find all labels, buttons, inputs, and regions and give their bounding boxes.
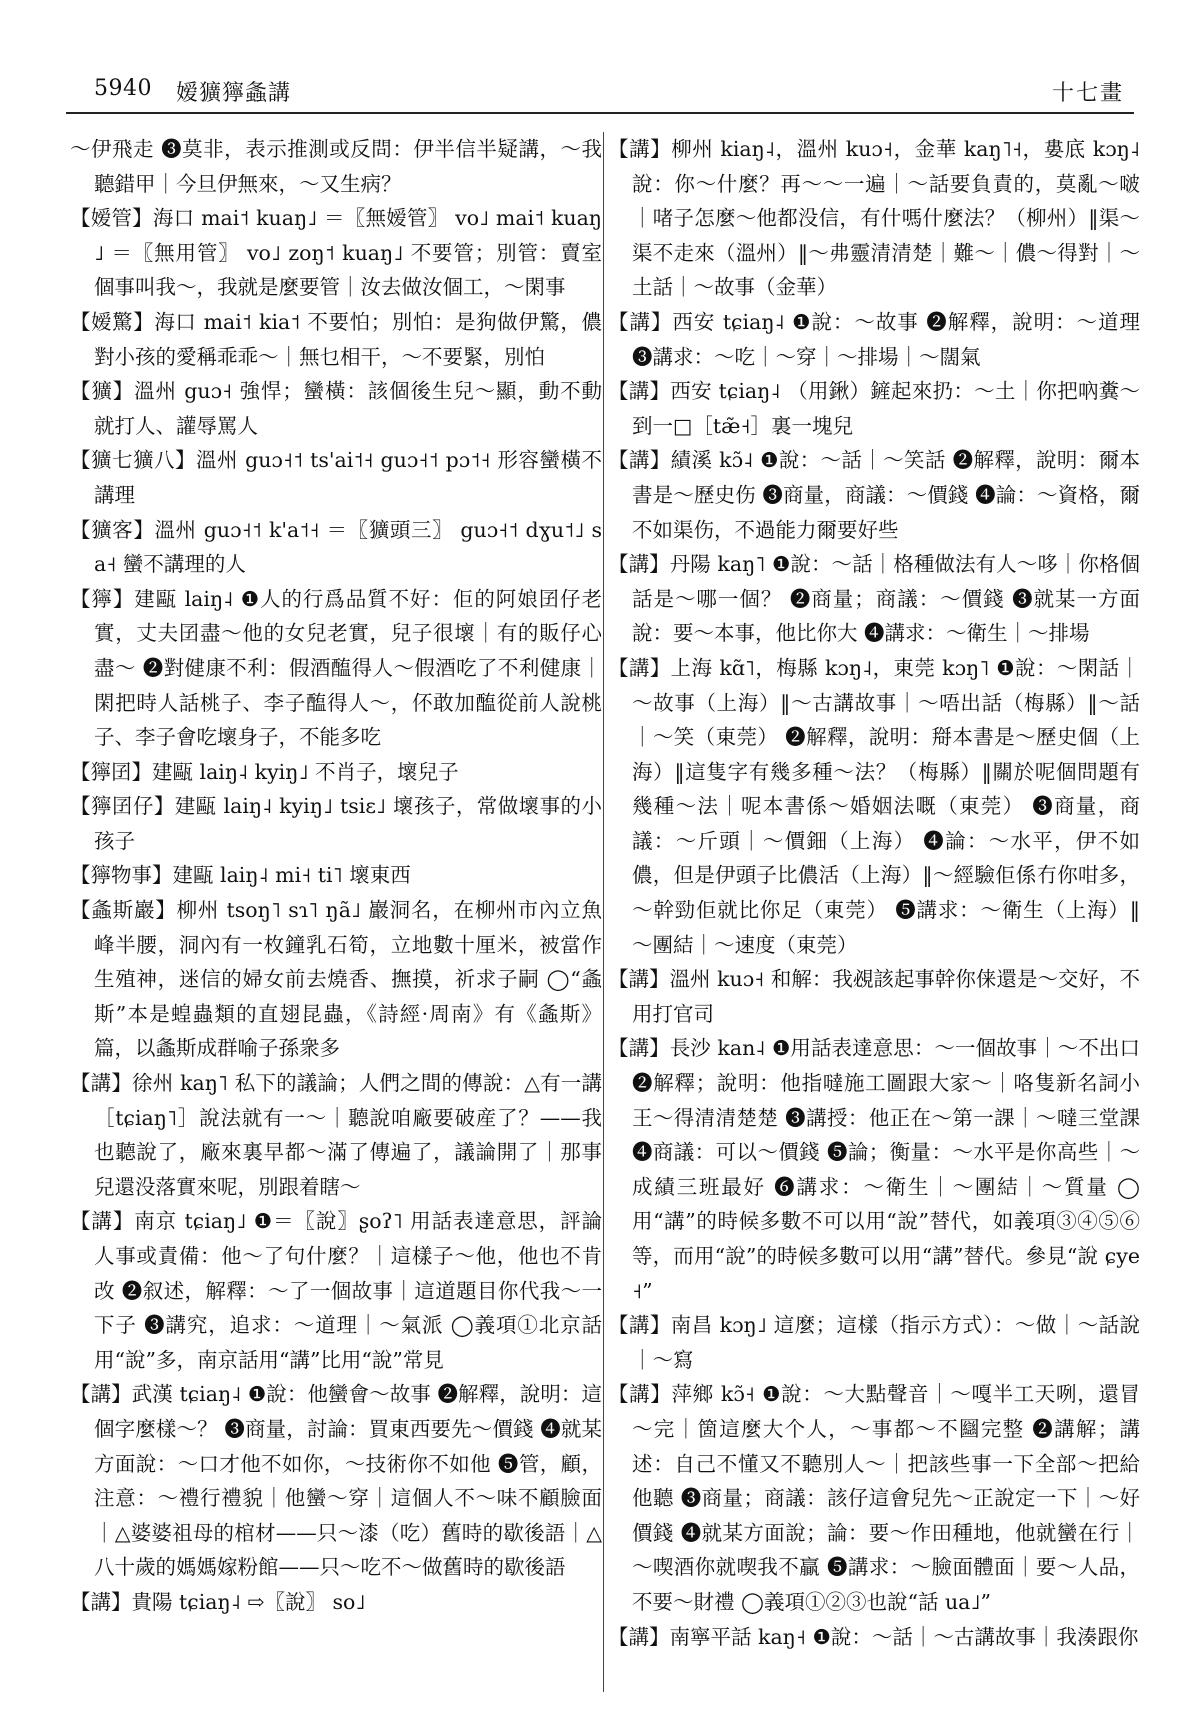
entry: 【獰物事】建甌 laiŋ˨ mi˧ ti˥ 壞東西 [70,863,411,888]
page-header [66,70,1134,114]
entry: 【講】南寧平話 kaŋ˧ ❶說：～話｜～古講故事｜我湊跟你 [608,1624,1139,1649]
entry: 【講】南昌 kɔŋ˩ 這麼；這樣（指示方式）：～做｜～話說｜～寫 [608,1313,1140,1372]
entry-continuation: ～伊飛走 ❸莫非，表示推測或反問：伊半信半疑講，～我聽錯甲｜今旦伊無來，～又生病？ [70,137,602,196]
entry: 【講】績溪 kɔ̃˨ ❶說：～話｜～笑話 ❷解釋，說明：爾本書是～歷史伤 ❸商量，商議：～價錢 ❹論：～資格，爾不如渠伤，不過能力爾要好些 [608,448,1140,542]
entry: 【獰囝仔】建甌 laiŋ˨ kyiŋ˩ tsiɛ˩ 壞孩子，常做壞事的小孩子 [70,794,602,853]
entry: 【獷七獷八】溫州 guɔ˧˦ ts'ai˦˧ guɔ˧˦ pɔ˦˧ 形容蠻橫不講理 [70,448,602,507]
entry: 【講】溫州 kuɔ˧ 和解：我覕該起事幹你俫還是～交好，不用打官司 [608,967,1140,1026]
stroke-section-label: 十七畫 [1051,81,1124,106]
right-column [603,132,1140,1692]
entry: 【講】徐州 kaŋ˥ 私下的議論；人們之間的傳說：△有一講［tɕiaŋ˥］說法就有一～｜聽說咱廠要破産了？——我也聽說了，廠來裏早都～滿了傳遍了，議論開了｜那事兒還没落實來呢，別跟着瞎～ [70,1071,602,1199]
entry: 【講】長沙 kan˨ ❶用話表達意思：～一個故事｜～不出口 ❷解釋；說明：他指噠施工圖跟大家～｜咯隻新名詞小王～得清清楚楚 ❸講授：他正在～第一課｜～噠三堂課 ❹商議：可以～價錢 ❺論；衡量：～水平是你高些｜～成績三班最好 ❻講求：～衛生｜～團結｜～質量 ◯用“講”的時候多數不可以用“說”替代，如義項③④⑤⑥等，而用“說”的時候多數可以用“講”替代。參見“說 ɕye˧” [608,1036,1140,1303]
entry: 【嫒管】海口 mai˦ kuaŋ˩ ＝〖無嫒管〗 vo˩ mai˦ kuaŋ˩ ＝〖無用管〗 vo˩ zoŋ˦ kuaŋ˩ 不要管；別管：賣室個事叫我～，我就是麼要管｜汝去做汝個工，～閑事 [70,206,602,300]
running-headwords: 嫒獷獰螽講 [176,81,292,106]
entry: 【講】丹陽 kaŋ˥ ❶說：～話｜格種做法有人～哆｜你格個話是～哪一個？ ❷商量；商議：～價錢 ❸就某一方面說：要～本事，他比你大 ❹講求：～衛生｜～排場 [608,552,1140,646]
left-column [70,132,602,1692]
entry: 【獰】建甌 laiŋ˨ ❶人的行爲品質不好：佢的阿娘囝仔老實，丈夫囝盡～他的女兒老實，兒子很壞｜有的販仔心盡～ ❷對健康不利：假酒醢得人～假酒吃了不利健康｜閑把時人話桃子、李子醢得人～，伓敢加醢從前人說桃子、李子會吃壞身子，不能多吃 [70,586,602,750]
entry: 【講】貴陽 tɕiaŋ˨ ⇨〖說〗 so˩ [70,1589,366,1614]
entry: 【講】萍鄉 kɔ̃˧ ❶說：～大點聲音｜～嘎半工天咧，還冒～完｜箇這麼大个人，～事都～不圝完整 ❷講解；講述：自己不懂又不聽別人～｜把該些事一下全部～把給他聽 ❸商量；商議：該仔這會兒先～正說定一下｜～好價錢 ❹就某方面說；論：要～作田種地，他就蠻在行｜～喫酒你就喫我不贏 ❺講求：～臉面體面｜要～人品，不要～財禮 ◯義項①②③也說“話 ua˩” [608,1382,1140,1614]
entry: 【講】西安 tɕiaŋ˨ （用鍬）鏟起來扔：～土｜你把吶糞～到一□［tæ̃˧］裏一塊兒 [608,379,1140,438]
entry: 【獷客】溫州 guɔ˧˦ k'a˦˧ ＝〖獷頭三〗 guɔ˧˦ dɣu˦˩ sa˧ 蠻不講理的人 [70,517,602,577]
entry: 【講】上海 kɑ̃˥，梅縣 kɔŋ˨，東莞 kɔŋ˥ ❶說：～閑話｜～故事（上海）‖～古講故事｜～唔出話（梅縣）‖～話｜～笑（東莞） ❷解釋，說明：搿本書是～歷史個（上海）‖這隻字有幾多種～法？（梅縣）‖關於呢個問題有幾種～法｜呢本書係～婚姻法嘅（東莞） ❸商量，商議：～斤頭｜～價鈿（上海） ❹論：～水平，伊不如儂，但是伊頭子比儂活（上海）‖～經驗佢係冇你咁多，～幹勁佢就比你足（東莞） ❺講求：～衛生（上海）‖～團結｜～速度（東莞） [608,655,1140,957]
entry: 【講】南京 tɕiaŋ˩ ❶＝〖說〗ʂoʔ˥ 用話表達意思，評論人事或責備：他～了句什麼？｜這樣子～他，他也不肯改 ❷叙述，解釋：～了一個故事｜這道題目你代我～一下子 ❸講究，追求：～道理｜～氣派 ◯義項①北京話用“說”多，南京話用“講”比用“說”常見 [70,1209,602,1372]
entry: 【獰囝】建甌 laiŋ˨ kyiŋ˩ 不肖子，壞兒子 [70,759,459,784]
entry: 【螽斯巖】柳州 tsoŋ˥ sɿ˥ ŋã˩ 巖洞名，在柳州市內立魚峰半腰，洞內有一枚鐘乳石筍，立地數十厘米，被當作生殖神，迷信的婦女前去燒香、撫摸，祈求子嗣 ◯“螽斯”本是蝗蟲類的直翅昆蟲，《詩經·周南》有《螽斯》篇，以螽斯成群喻子孫衆多 [70,898,602,1061]
entry: 【嫒驚】海口 mai˦ kia˦ 不要怕；別怕：是狗做伊驚，儂對小孩的愛稱乖乖～｜無乜相干，～不要緊，別怕 [70,309,602,369]
page-number: 5940 [94,76,152,101]
entry: 【講】西安 tɕiaŋ˨ ❶說：～故事 ❷解釋，說明：～道理 ❸講求：～吃｜～穿｜～排場｜～闊氣 [608,309,1140,369]
entry: 【講】柳州 kiaŋ˨，溫州 kuɔ˧，金華 kaŋ˥˧，婁底 kɔŋ˨ 說：你～什麼？再～～一遍｜～話要負責的，莫亂～啵｜啫子怎麼～他都没信，有什嗎什麼法？（柳州）‖渠～渠不走來（溫州）‖～弗靈清清楚｜難～｜儂～得對｜～土話｜～故事（金華） [608,137,1140,300]
entry: 【講】武漢 tɕiaŋ˨ ❶說：他蠻會～故事 ❷解釋，說明：這個字麼樣～？ ❸商量，討論：買東西要先～價錢 ❹就某方面說：～口才他不如你，～技術你不如他 ❺管，顧，注意：～禮行禮貌｜他蠻～穿｜這個人不～味不顧臉面｜△婆婆祖母的棺材——只～漆（吃）舊時的歇後語｜△八十歲的媽媽嫁粉館——只～吃不～做舊時的歇後語 [70,1382,602,1580]
entry: 【獷】溫州 guɔ˧ 強悍；蠻橫：該個後生兒～顯，動不動就打人、讙辱罵人 [70,379,602,438]
